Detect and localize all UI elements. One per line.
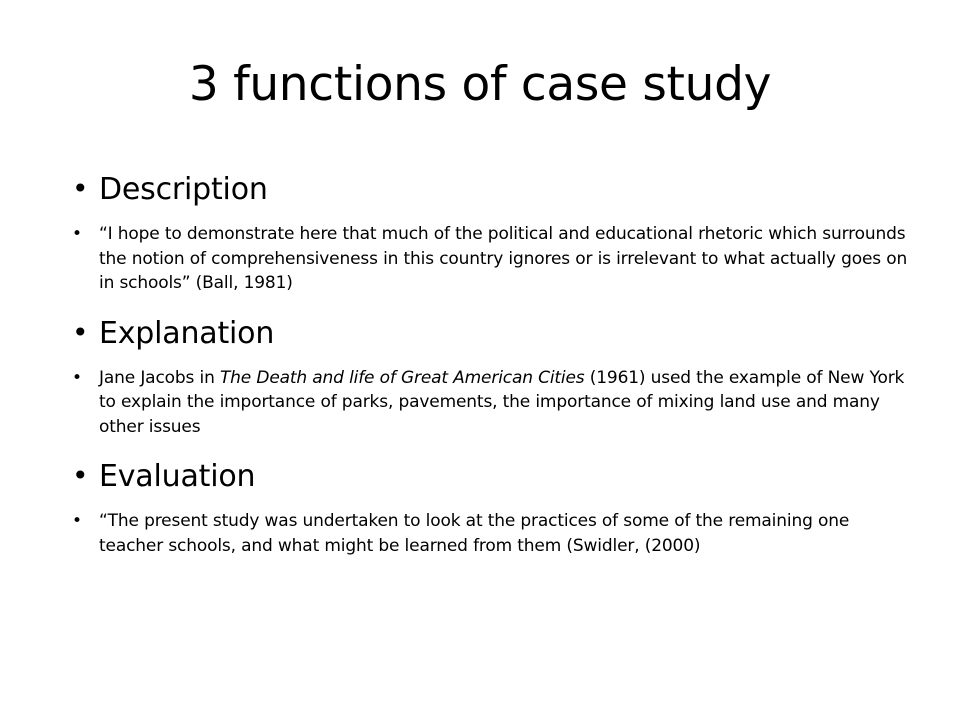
heading-text: Explanation xyxy=(99,315,275,351)
quote-text: “I hope to demonstrate here that much of the political and educational rhetoric which surrounds the notion of comprehensiveness in this country ignores or is irrelevant to what actually goes on in schools” (Ball, 1981) xyxy=(99,224,908,293)
section-evaluation xyxy=(72,459,912,558)
quote-text-tail: (1961) used the example of New York to explain the importance of parks, pavements, the importance of mixing land use and many other issues xyxy=(99,367,905,437)
bullet-icon: • xyxy=(72,224,82,244)
quote-text: “The present study was undertaken to look at the practices of some of the remaining one teacher schools, and what might be learned from them (Swidler, (2000) xyxy=(99,511,850,556)
bullet-heading-explanation xyxy=(72,316,912,352)
slide-title: 3 functions of case study xyxy=(188,57,772,112)
bullet-quote-explanation xyxy=(72,366,912,440)
bullet-icon: • xyxy=(72,459,89,492)
bullet-icon: • xyxy=(72,367,82,388)
quote-text-lead: Jane Jacobs in xyxy=(99,367,220,388)
bullet-quote-evaluation xyxy=(72,509,912,558)
bullet-quote-description xyxy=(72,222,912,296)
bullet-heading-evaluation xyxy=(72,459,912,495)
bullet-heading-description xyxy=(72,172,912,208)
section-explanation xyxy=(72,316,912,440)
bullet-icon: • xyxy=(72,172,89,205)
bullet-icon: • xyxy=(72,315,89,349)
book-title: The Death and life of Great American Cities xyxy=(219,367,585,388)
slide-content xyxy=(72,172,912,558)
bullet-icon: • xyxy=(72,511,82,531)
section-description xyxy=(72,172,912,296)
heading-text: Evaluation xyxy=(99,459,256,494)
heading-text: Description xyxy=(99,172,268,207)
